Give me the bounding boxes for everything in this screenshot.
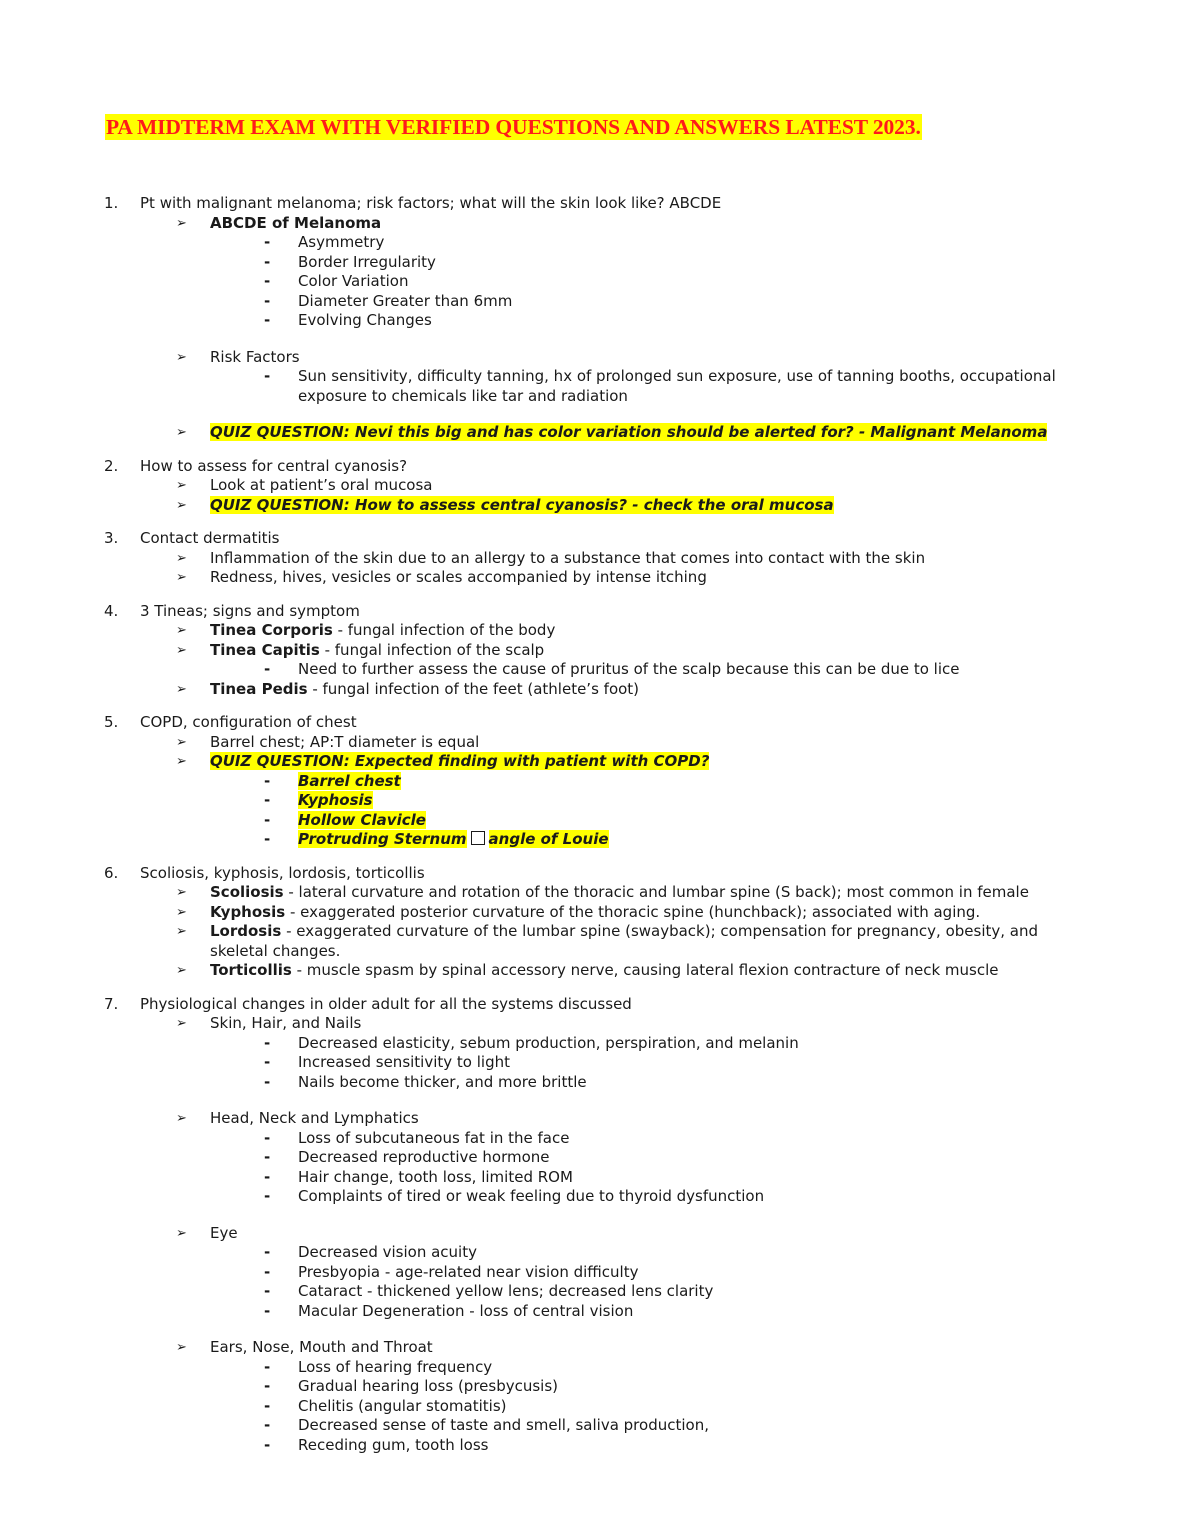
quiz-answer: - Protruding Sternum angle of Louie (264, 830, 609, 848)
question-list (0, 194, 1190, 1469)
list-item: ➢ Scoliosis - lateral curvature and rotation of the thoracic and lumbar spine (S back); most common in female (176, 883, 1029, 901)
question-number: 2. (104, 456, 119, 475)
sub-item: - Hair change, tooth loss, limited ROM (264, 1167, 573, 1186)
sub-item: - Receding gum, tooth loss (264, 1435, 489, 1454)
question-6 (0, 864, 1190, 981)
dash-bullet-icon: - (264, 1072, 271, 1091)
quiz-question: ➢ QUIZ QUESTION: Expected finding with patient with COPD? (176, 752, 710, 770)
sub-item: - Presbyopia - age-related near vision difficulty (264, 1262, 639, 1281)
sub-item-continued: exposure to chemicals like tar and radiation (298, 386, 628, 405)
dash-bullet-icon: - (264, 791, 271, 809)
sub-item: - Decreased elasticity, sebum production, perspiration, and melanin (264, 1033, 799, 1052)
question-number: 1. (104, 194, 119, 212)
list-item: ➢ Eye (176, 1223, 238, 1242)
dash-bullet-icon: - (264, 1148, 271, 1166)
dash-bullet-icon: - (264, 1033, 271, 1052)
list-item: ➢ ABCDE of Melanoma (176, 213, 382, 232)
sub-item: - Asymmetry (264, 233, 385, 251)
arrow-bullet-icon: ➢ (176, 1225, 187, 1241)
sub-item: - Macular Degeneration - loss of central vision (264, 1301, 634, 1320)
page-title: PA MIDTERM EXAM WITH VERIFIED QUESTIONS AND ANSWERS LATEST 2023. (106, 115, 921, 139)
arrow-bullet-icon: ➢ (176, 478, 187, 493)
question-7 (0, 995, 1190, 1456)
dash-bullet-icon: - (264, 367, 271, 385)
question-text: Physiological changes in older adult for all the systems discussed (140, 994, 632, 1013)
arrow-bullet-icon: ➢ (176, 681, 187, 697)
question-text: COPD, configuration of chest (140, 713, 357, 731)
dash-bullet-icon: - (264, 1243, 271, 1261)
arrow-bullet-icon: ➢ (176, 1016, 187, 1031)
arrow-bullet-icon: ➢ (176, 924, 187, 939)
list-item: ➢ Ears, Nose, Mouth and Throat (176, 1338, 433, 1356)
question-3 (0, 529, 1190, 588)
quiz-question: ➢ QUIZ QUESTION: How to assess central cyanosis? - check the oral mucosa (176, 495, 834, 514)
dash-bullet-icon: - (264, 771, 271, 790)
question-number: 6. (104, 863, 119, 882)
question-5 (0, 713, 1190, 850)
sub-item: - Gradual hearing loss (presbycusis) (264, 1377, 558, 1395)
list-item: ➢ Tinea Capitis - fungal infection of the scalp (176, 640, 545, 659)
arrow-bullet-icon: ➢ (176, 904, 187, 920)
list-item: ➢ Tinea Pedis - fungal infection of the feet (athlete’s foot) (176, 679, 640, 698)
dash-bullet-icon: - (264, 252, 271, 271)
list-item: ➢ Skin, Hair, and Nails (176, 1014, 362, 1032)
arrow-bullet-icon: ➢ (176, 754, 187, 769)
sub-item: - Decreased sense of taste and smell, saliva production, (264, 1416, 709, 1434)
question-number: 3. (104, 529, 119, 547)
sub-item: - Evolving Changes (264, 311, 432, 329)
dash-bullet-icon: - (264, 660, 271, 678)
sub-item: - Complaints of tired or weak feeling due to thyroid dysfunction (264, 1187, 765, 1205)
dash-bullet-icon: - (264, 810, 271, 829)
dash-bullet-icon: - (264, 233, 271, 251)
question-text: Pt with malignant melanoma; risk factors; what will the skin look like? ABCDE (140, 194, 722, 212)
dash-bullet-icon: - (264, 1357, 271, 1376)
list-item: ➢ Redness, hives, vesicles or scales accompanied by intense itching (176, 568, 707, 586)
quiz-answer: - Hollow Clavicle (264, 810, 426, 829)
dash-bullet-icon: - (264, 1128, 271, 1147)
arrow-bullet-icon: ➢ (176, 642, 187, 658)
dash-bullet-icon: - (264, 1167, 271, 1186)
sub-item: - Decreased vision acuity (264, 1243, 477, 1261)
sub-item: - Loss of subcutaneous fat in the face (264, 1128, 570, 1147)
question-text: Scoliosis, kyphosis, lordosis, torticollis (140, 863, 425, 882)
sub-item: - Sun sensitivity, difficulty tanning, hx of prolonged sun exposure, use of tanning booths, occupational (264, 367, 1056, 385)
question-1 (0, 194, 1190, 443)
dash-bullet-icon: - (264, 1396, 271, 1415)
question-number: 7. (104, 994, 119, 1013)
dash-bullet-icon: - (264, 1262, 271, 1281)
arrow-bullet-icon: ➢ (176, 885, 187, 900)
question-2 (0, 457, 1190, 516)
arrow-bullet-icon: ➢ (176, 963, 187, 978)
list-item: ➢ Kyphosis - exaggerated posterior curvature of the thoracic spine (hunchback); associated with aging. (176, 902, 981, 921)
sub-item: - Chelitis (angular stomatitis) (264, 1396, 507, 1415)
arrow-bullet-icon: ➢ (176, 425, 187, 440)
sub-item: - Color Variation (264, 272, 409, 290)
question-text: 3 Tineas; signs and symptom (140, 601, 360, 620)
list-item-continued: skeletal changes. (210, 941, 341, 960)
quiz-answer: - Kyphosis (264, 791, 373, 809)
list-item: ➢ Torticollis - muscle spasm by spinal accessory nerve, causing lateral flexion contracture of neck muscle (176, 961, 999, 979)
arrow-bullet-icon: ➢ (176, 570, 187, 585)
dash-bullet-icon: - (264, 1301, 271, 1320)
list-item: ➢ Lordosis - exaggerated curvature of the lumbar spine (swayback); compensation for pregnancy, obesity, and (176, 922, 1039, 940)
sub-item: - Nails become thicker, and more brittle (264, 1072, 587, 1091)
arrow-bullet-icon: ➢ (176, 623, 187, 638)
dash-bullet-icon: - (264, 830, 271, 848)
sub-item: - Decreased reproductive hormone (264, 1148, 550, 1166)
dash-bullet-icon: - (264, 1377, 271, 1395)
sub-item: - Diameter Greater than 6mm (264, 291, 513, 310)
sub-item: - Loss of hearing frequency (264, 1357, 493, 1376)
dash-bullet-icon: - (264, 1282, 271, 1300)
list-item: ➢ Barrel chest; AP:T diameter is equal (176, 732, 480, 751)
dash-bullet-icon: - (264, 272, 271, 290)
dash-bullet-icon: - (264, 1435, 271, 1454)
sub-item: - Cataract - thickened yellow lens; decreased lens clarity (264, 1282, 714, 1300)
dash-bullet-icon: - (264, 311, 271, 329)
arrow-bullet-icon: ➢ (176, 215, 187, 231)
list-item: ➢ Inflammation of the skin due to an allergy to a substance that comes into contact with the skin (176, 548, 926, 567)
list-item: ➢ Look at patient’s oral mucosa (176, 476, 433, 494)
missing-glyph-box-icon (471, 831, 485, 845)
arrow-bullet-icon: ➢ (176, 1111, 187, 1126)
dash-bullet-icon: - (264, 1416, 271, 1434)
list-item: ➢ Tinea Corporis - fungal infection of the body (176, 621, 556, 639)
list-item: ➢ Head, Neck and Lymphatics (176, 1109, 419, 1127)
quiz-question: ➢ QUIZ QUESTION: Nevi this big and has color variation should be alerted for? - Malignant Melanoma (176, 423, 1048, 441)
dash-bullet-icon: - (264, 1053, 271, 1071)
arrow-bullet-icon: ➢ (176, 497, 187, 513)
dash-bullet-icon: - (264, 1187, 271, 1205)
arrow-bullet-icon: ➢ (176, 1340, 187, 1355)
sub-item: - Increased sensitivity to light (264, 1053, 510, 1071)
sub-item: - Border Irregularity (264, 252, 436, 271)
quiz-answer: - Barrel chest (264, 771, 401, 790)
arrow-bullet-icon: ➢ (176, 550, 187, 566)
question-text: Contact dermatitis (140, 529, 280, 547)
question-text: How to assess for central cyanosis? (140, 456, 408, 475)
arrow-bullet-icon: ➢ (176, 349, 187, 365)
question-number: 4. (104, 601, 119, 620)
arrow-bullet-icon: ➢ (176, 734, 187, 750)
list-item: ➢ Risk Factors (176, 347, 300, 366)
question-number: 5. (104, 713, 119, 731)
sub-item: - Need to further assess the cause of pruritus of the scalp because this can be due to lice (264, 660, 960, 678)
dash-bullet-icon: - (264, 291, 271, 310)
question-4 (0, 602, 1190, 700)
